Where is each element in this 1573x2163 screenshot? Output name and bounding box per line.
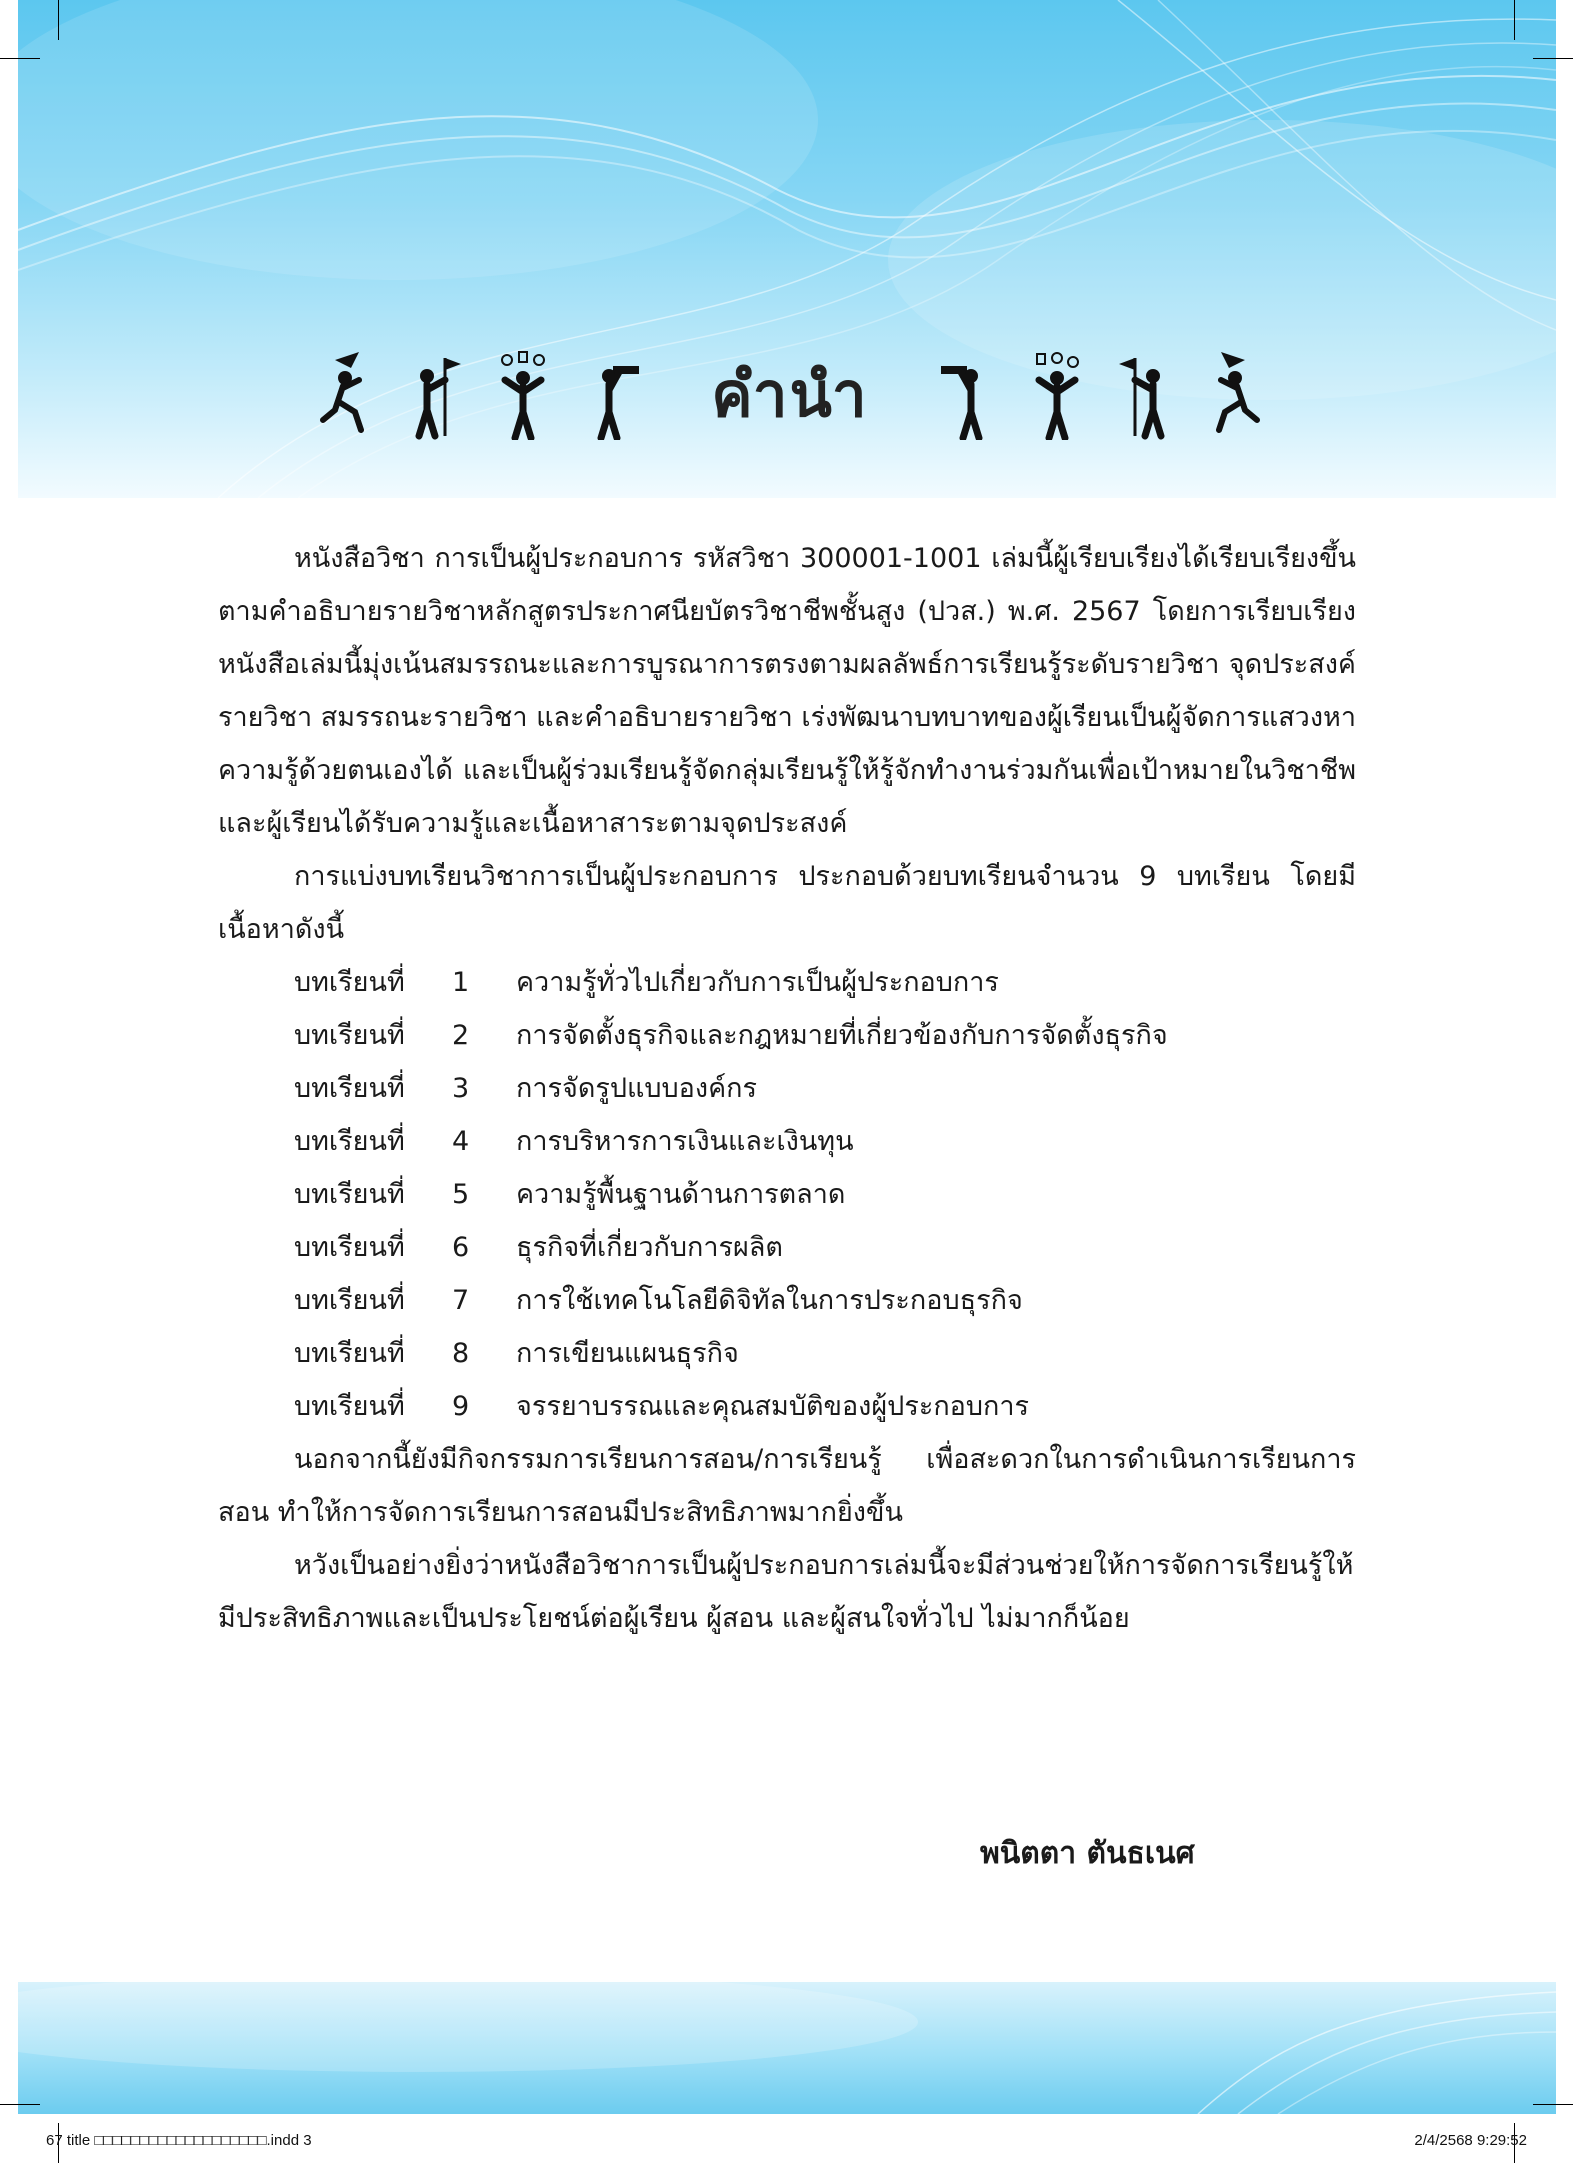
- lesson-title: การจัดรูปแบบองค์กร: [516, 1073, 757, 1104]
- lesson-label: บทเรียนที่: [294, 967, 405, 998]
- footer-background: [18, 1982, 1556, 2114]
- lesson-title: การบริหารการเงินและเงินทุน: [516, 1126, 854, 1157]
- lesson-number: 5: [452, 1179, 470, 1210]
- footer-wave-decoration: [18, 1982, 1556, 2114]
- crop-mark: [0, 2104, 40, 2105]
- lesson-number: 1: [452, 967, 470, 998]
- paragraph-intro: หนังสือวิชา การเป็นผู้ประกอบการ รหัสวิชา 300001-1001 เล่มนี้ผู้เรียบเรียงได้เรียบเรียงขึ้นตามคำอธิบายรายวิชาหลักสูตรประกาศนียบัตรวิชาชีพชั้นสูง (ปวส.) พ.ศ. 2567 โดยการเรียบเรียงหนังสือเล่มนี้มุ่งเน้นสมรรถนะและการบูรณาการตรงตามผลลัพธ์การเรียนรู้ระดับรายวิชา จุดประสงค์รายวิชา สมรรถนะรายวิชา และคำอธิบายรายวิชา เร่งพัฒนาบทบาทของผู้เรียนเป็นผู้จัดการแสวงหาความรู้ด้วยตนเองได้ และเป็นผู้ร่วมเรียนรู้จัดกลุ่มเรียนรู้ให้รู้จักทำงานร่วมกันเพื่อเป้าหมายในวิชาชีพ และผู้เรียนได้รับความรู้และเนื้อหาสาระตามจุดประสงค์: [218, 543, 1356, 839]
- lesson-title: การเขียนแผนธุรกิจ: [516, 1338, 739, 1369]
- author-signature: พนิตตา ตันธเนศ: [980, 1836, 1195, 1871]
- crop-mark: [1514, 0, 1515, 40]
- lesson-item: [218, 1221, 1356, 1274]
- lesson-item: [218, 1274, 1356, 1327]
- lesson-list: [218, 956, 1356, 1433]
- left-figures: [315, 350, 641, 440]
- lesson-item: [218, 1009, 1356, 1062]
- lesson-number: 6: [452, 1232, 470, 1263]
- crop-mark: [58, 0, 59, 40]
- crop-mark: [1533, 58, 1573, 59]
- lesson-title: การจัดตั้งธุรกิจและกฎหมายที่เกี่ยวข้องกับการจัดตั้งธุรกิจ: [516, 1020, 1168, 1051]
- crop-mark: [1533, 2104, 1573, 2105]
- lesson-number: 3: [452, 1073, 470, 1104]
- paragraph-activities: นอกจากนี้ยังมีกิจกรรมการเรียนการสอน/การเรียนรู้ เพื่อสะดวกในการดำเนินการเรียนการสอน ทำให้การจัดการเรียนการสอนมีประสิทธิภาพมากยิ่งขึ้น: [218, 1444, 1356, 1528]
- lesson-label: บทเรียนที่: [294, 1391, 405, 1422]
- page-title: คำนำ: [711, 358, 869, 431]
- title-row: [250, 340, 1330, 450]
- lesson-title: ความรู้ทั่วไปเกี่ยวกับการเป็นผู้ประกอบการ: [516, 967, 999, 998]
- right-figures: [939, 350, 1265, 440]
- lesson-title: การใช้เทคโนโลยีดิจิทัลในการประกอบธุรกิจ: [516, 1285, 1023, 1316]
- print-slug-timestamp: 2/4/2568 9:29:52: [1414, 2132, 1527, 2149]
- lesson-number: 9: [452, 1391, 470, 1422]
- lesson-item: [218, 1062, 1356, 1115]
- flag-person-icon: [405, 350, 461, 440]
- lesson-number: 4: [452, 1126, 470, 1157]
- lesson-label: บทเรียนที่: [294, 1338, 405, 1369]
- juggler-icon: [1029, 350, 1085, 440]
- crop-mark: [0, 58, 40, 59]
- paragraph-lessons-intro: การแบ่งบทเรียนวิชาการเป็นผู้ประกอบการ ประกอบด้วยบทเรียนจำนวน 9 บทเรียน โดยมีเนื้อหาดังนี้: [218, 861, 1356, 945]
- lesson-title: ธุรกิจที่เกี่ยวกับการผลิต: [516, 1232, 783, 1263]
- juggler-icon: [495, 350, 551, 440]
- lesson-item: [218, 1327, 1356, 1380]
- flag-person-icon: [1119, 350, 1175, 440]
- lesson-label: บทเรียนที่: [294, 1073, 405, 1104]
- preface-content: [218, 532, 1356, 1645]
- lesson-item: [218, 1380, 1356, 1433]
- lesson-label: บทเรียนที่: [294, 1285, 405, 1316]
- print-slug-file: 67 title □□□□□□□□□□□□□□□□□□□.indd 3: [46, 2132, 312, 2149]
- paragraph-hope: หวังเป็นอย่างยิ่งว่าหนังสือวิชาการเป็นผู้ประกอบการเล่มนี้จะมีส่วนช่วยให้การจัดการเรียนรู้ให้มีประสิทธิภาพและเป็นประโยชน์ต่อผู้เรียน ผู้สอน และผู้สนใจทั่วไป ไม่มากก็น้อย: [218, 1550, 1354, 1634]
- lesson-number: 7: [452, 1285, 470, 1316]
- binoculars-person-icon: [585, 350, 641, 440]
- lesson-number: 2: [452, 1020, 470, 1051]
- binoculars-person-icon: [939, 350, 995, 440]
- jumping-person-icon: [1209, 350, 1265, 440]
- lesson-item: [218, 956, 1356, 1009]
- lesson-label: บทเรียนที่: [294, 1126, 405, 1157]
- lesson-label: บทเรียนที่: [294, 1232, 405, 1263]
- lesson-title: ความรู้พื้นฐานด้านการตลาด: [516, 1179, 846, 1210]
- lesson-item: [218, 1115, 1356, 1168]
- lesson-number: 8: [452, 1338, 470, 1369]
- lesson-item: [218, 1168, 1356, 1221]
- lesson-title: จรรยาบรรณและคุณสมบัติของผู้ประกอบการ: [516, 1391, 1030, 1422]
- lesson-label: บทเรียนที่: [294, 1179, 405, 1210]
- lesson-label: บทเรียนที่: [294, 1020, 405, 1051]
- jumping-person-icon: [315, 350, 371, 440]
